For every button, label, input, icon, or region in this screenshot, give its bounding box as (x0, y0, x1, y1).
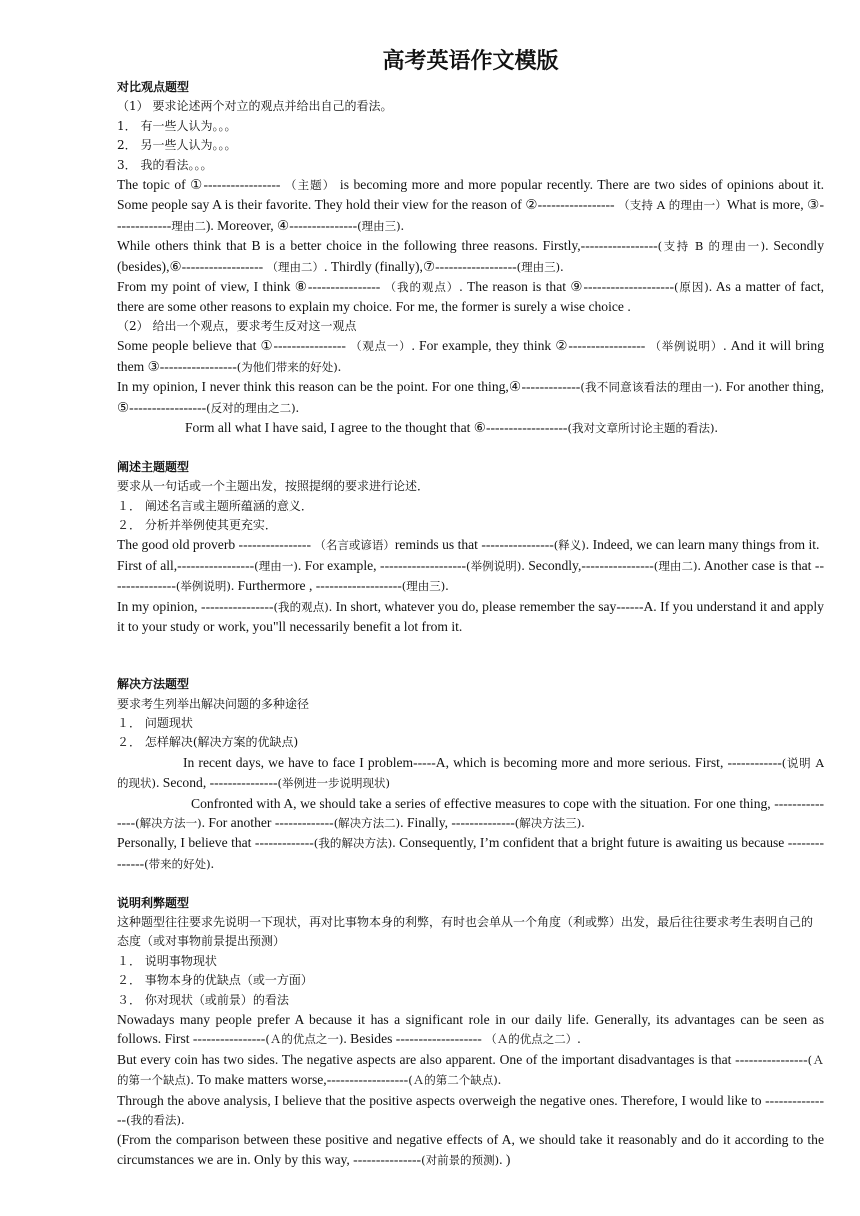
list-item: 3． 我的看法。。。 (117, 157, 213, 172)
paragraph: The topic of ①----------------- （主题） is becoming more and more popular recently. There are two sides of opinions about it. Some people say A is their favorite. They hold their view for the reason of ②----------------- （支持 A 的理由一）What is more, ③-------------理由二). Moreover, ④---------------(理由三). (117, 177, 825, 233)
paragraph: Some people believe that ①---------------- （观点一）. For example, they think ②----------------- （举例说明）. And it will bring them ③-----------------(为他们带来的好处). (117, 338, 824, 374)
list-item: 1． 有一些人认为。。。 (117, 118, 237, 133)
paragraph: First of all,-----------------(理由一). For example, -------------------(举例说明). Secondly,----------------(理由二). Another case is that ---------------(举例说明). Furthermore , -------------------(理由三). (117, 557, 824, 594)
list-item: ２． 怎样解决(解决方案的优缺点) (117, 735, 299, 750)
document-page (117, 46, 824, 1170)
list-item: １． 说明事物现状 (117, 953, 217, 968)
paragraph: Through the above analysis, I believe that the positive aspects overweigh the negative ones. Therefore, I would like to ---------------(我的看法). (117, 1092, 824, 1128)
paragraph: In my opinion, ----------------(我的观点). In short, whatever you do, please remember the say------A. If you understand it and apply it to your study or work, you"ll necessarily benefit a lot from it. (117, 598, 824, 634)
section-intro: 要求考生列举出解决问题的多种途径 (117, 696, 310, 711)
section-intro: 这种题型往往要求先说明一下现状，再对比事物本身的利弊，有时也会单从一个角度（利或弊）出发，最后往往要求考生表明自己的态度（或对事物前景提出预测） (117, 915, 814, 949)
section-heading-theme: 阐述主题题型 (117, 459, 190, 474)
paragraph: In my opinion, I never think this reason can be the point. For one thing,④-------------(我不同意该看法的理由一). For another thing, ⑤-----------------(反对的理由之二). (117, 379, 824, 415)
list-item: １． 阐述名言或主题所蕴涵的意义． (117, 498, 313, 513)
paragraph: Confronted with A, we should take a series of effective measures to cope with the situation. For one thing, ---------------(解决方法一). For another -------------(解决方法二). Finally, --------------(解决方法三). (117, 795, 824, 830)
list-item: ３． 你对现状（或前景）的看法 (117, 992, 289, 1007)
section-heading-pros-cons: 说明利弊题型 (117, 895, 190, 910)
subsection-1: （1） 要求论述两个对立的观点并给出自己的看法。 (117, 99, 393, 114)
paragraph: In recent days, we have to face I problem-----A, which is becoming more and more serious. First, ------------(说明 A 的现状). Second, ---------------(举例进一步说明现状) (117, 754, 824, 791)
section-heading-comparison: 对比观点题型 (117, 80, 190, 94)
section-intro: 要求从一句话或一个主题出发，按照提纲的要求进行论述． (117, 479, 430, 494)
paragraph: Personally, I believe that -------------(我的解决方法). Consequently, I’m confident that a bright future is awaiting us because --------------(带来的好处). (117, 835, 824, 871)
paragraph: (From the comparison between these positive and negative effects of A, we should take it reasonably and do it according to the circumstances we are in. Only by this way, ---------------(对前景的预测). ) (117, 1132, 824, 1167)
spacer (117, 438, 824, 457)
paragraph: Form all what I have said, I agree to the thought that ⑥------------------(我对文章所讨论主题的看法). (185, 419, 718, 435)
spacer (117, 636, 824, 675)
paragraph: While others think that B is a better choice in the following three reasons. Firstly,-----------------(支持 B 的理由一). Secondly (besides),⑥------------------ （理由二）. Thirdly (finally),⑦------------------(理由三). (117, 238, 825, 274)
list-item: 2． 另一些人认为。。。 (117, 138, 237, 153)
paragraph: The good old proverb ---------------- （名言或谚语）reminds us that ----------------(释义). Indeed, we can learn many things from it. (117, 537, 820, 553)
list-item: ２． 事物本身的优缺点（或一方面） (117, 973, 313, 988)
spacer (117, 874, 824, 893)
paragraph: But every coin has two sides. The negative aspects are also apparent. One of the important disadvantages is that ----------------(Ａ的第一个缺点). To make matters worse,------------------(Ａ的第二个缺点). (117, 1051, 824, 1088)
list-item: ２． 分析并举例使其更充实． (117, 517, 277, 532)
paragraph: From my point of view, I think ⑧---------------- （我的观点）. The reason is that ⑨--------------------(原因). As a matter of fact, there are some other reasons to explain my choice. For me, the former is surely a wise choice . (117, 279, 824, 315)
section-heading-solution: 解决方法题型 (117, 677, 190, 692)
page-title: 高考英语作文模版 (382, 48, 559, 74)
subsection-2: （2） 给出一个观点，要求考生反对这一观点 (117, 318, 357, 333)
paragraph: Nowadays many people prefer A because it has a significant role in our daily life. Generally, its advantages can be seen as follows. First ----------------(Ａ的优点之一). Besides ------------------- （Ａ的优点之二）. (117, 1012, 824, 1047)
list-item: １． 问题现状 (117, 715, 193, 730)
